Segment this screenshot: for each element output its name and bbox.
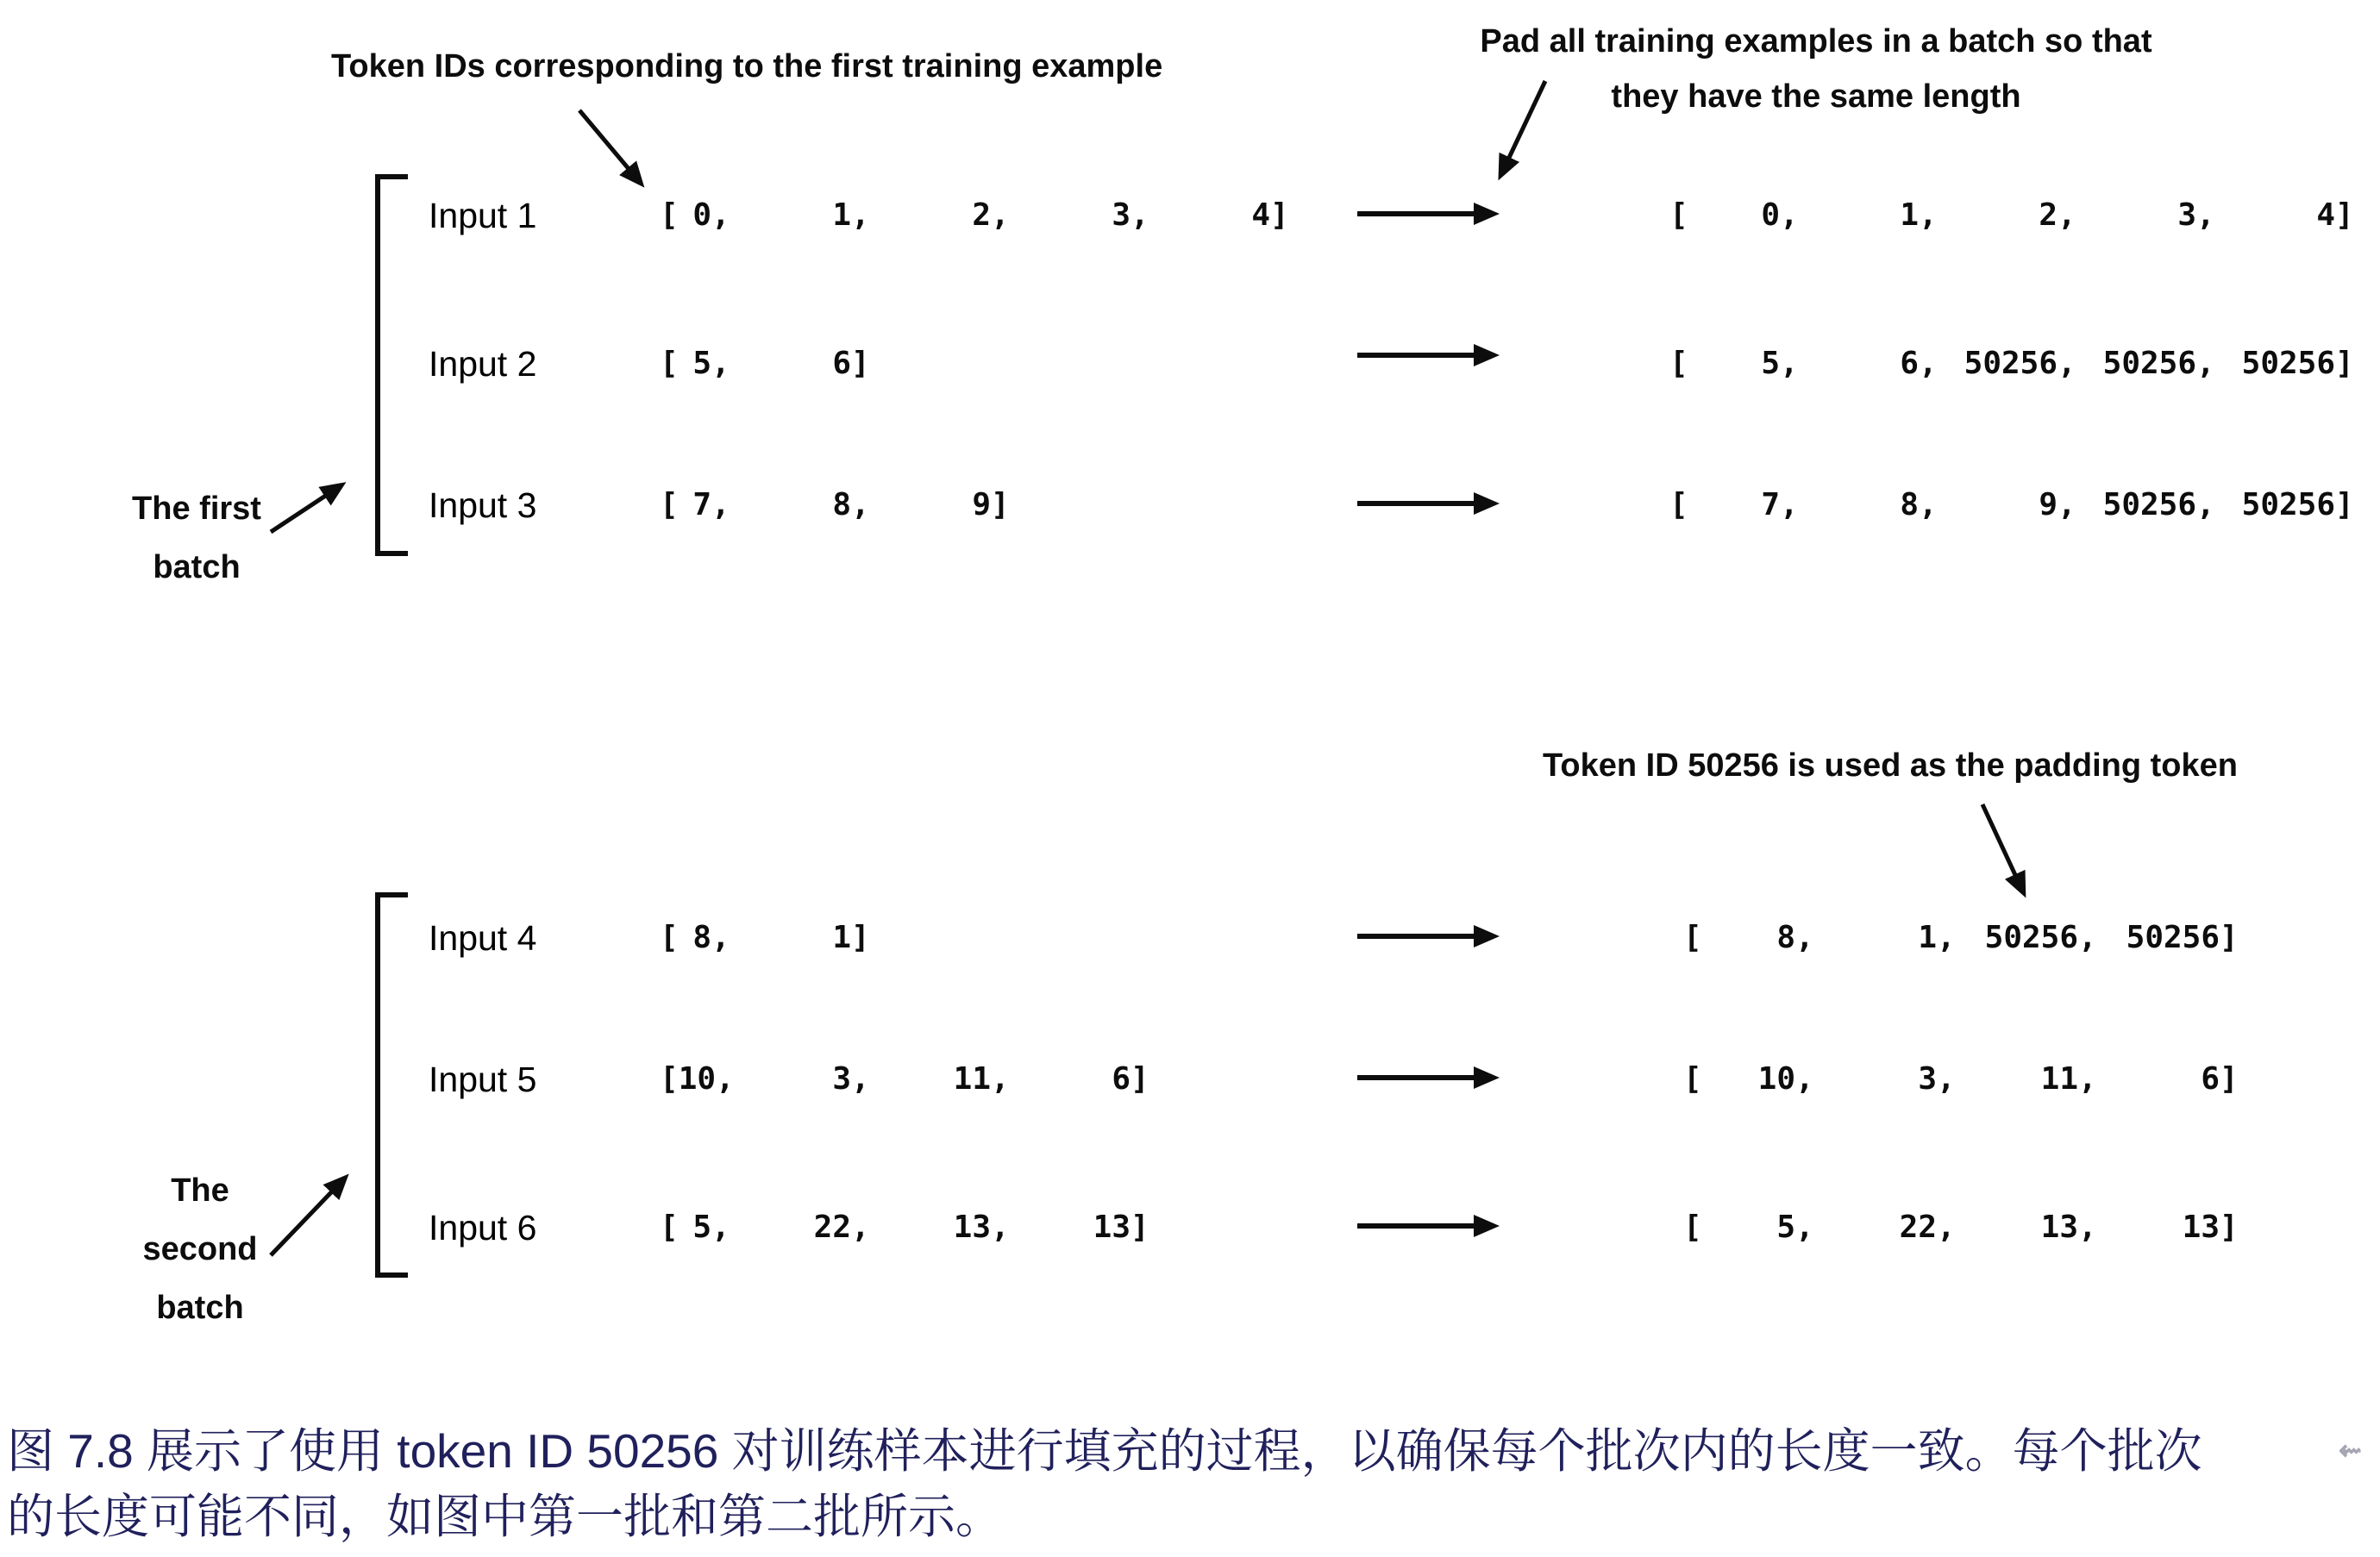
token-cell: 50256, <box>2102 346 2215 381</box>
batch-2-label-line-1: The <box>171 1172 229 1209</box>
annotation-pad-line-1: Pad all training examples in a batch so that <box>1480 23 2152 59</box>
token-cell: 6, <box>1900 346 1938 381</box>
open-bracket: [ <box>1683 1061 1702 1097</box>
token-cell: 4] <box>2316 197 2354 233</box>
open-bracket: [ <box>660 920 679 955</box>
token-array-unpadded <box>660 484 1010 527</box>
token-cell: 0, <box>692 197 730 233</box>
token-cell: 8, <box>832 487 870 522</box>
token-cell: 8, <box>692 920 730 955</box>
token-cell: 6] <box>1112 1061 1149 1097</box>
token-cell: 50256] <box>2241 346 2354 381</box>
token-array-padded <box>1683 916 2239 960</box>
batch-2-label-line-3: batch <box>156 1290 244 1326</box>
input-label: Input 4 <box>429 918 537 958</box>
open-bracket: [ <box>1669 346 1688 381</box>
token-row-input-4 <box>0 916 2380 960</box>
token-cell: 5, <box>692 346 730 381</box>
token-row-input-2 <box>0 342 2380 385</box>
token-array-unpadded <box>660 1206 1149 1249</box>
token-cell: 1, <box>1918 920 1956 955</box>
input-label: Input 1 <box>429 196 537 235</box>
token-cell: 2, <box>972 197 1010 233</box>
open-bracket: [ <box>660 1061 679 1097</box>
token-cell: 10, <box>678 1061 735 1097</box>
input-label: Input 3 <box>429 485 537 525</box>
token-cell: 5, <box>1776 1210 1814 1245</box>
token-array-padded <box>1683 1206 2239 1249</box>
open-bracket: [ <box>1669 197 1688 233</box>
open-bracket: [ <box>660 1210 679 1245</box>
token-cell: 50256] <box>2126 920 2239 955</box>
open-bracket: [ <box>660 346 679 381</box>
token-array-unpadded <box>660 342 870 385</box>
token-cell: 10, <box>1757 1061 1814 1097</box>
token-cell: 3, <box>2177 197 2215 233</box>
annotation-pad-line-2: they have the same length <box>1611 78 2021 115</box>
open-bracket: [ <box>660 487 679 522</box>
annotation-pad <box>1466 14 2166 124</box>
token-cell: 0, <box>1761 197 1799 233</box>
token-cell: 7, <box>692 487 730 522</box>
token-cell: 6] <box>2201 1061 2239 1097</box>
token-cell: 50256, <box>1964 346 2076 381</box>
open-bracket: [ <box>660 197 679 233</box>
token-cell: 1] <box>832 920 870 955</box>
input-label: Input 6 <box>429 1208 537 1247</box>
token-cell: 8, <box>1900 487 1938 522</box>
token-cell: 13] <box>1093 1210 1149 1245</box>
token-cell: 13] <box>2182 1210 2239 1245</box>
token-cell: 11, <box>2040 1061 2097 1097</box>
token-array-padded <box>1669 194 2354 237</box>
token-cell: 3, <box>1112 197 1149 233</box>
token-cell: 22, <box>1899 1210 1956 1245</box>
token-array-unpadded <box>660 1058 1149 1101</box>
token-cell: 5, <box>1761 346 1799 381</box>
batch-1-label-line-1: The first <box>132 491 261 527</box>
token-row-input-1 <box>0 194 2380 237</box>
input-label: Input 2 <box>429 344 537 384</box>
batch-2-label <box>109 1161 291 1337</box>
open-bracket: [ <box>1683 920 1702 955</box>
token-cell: 8, <box>1776 920 1814 955</box>
token-array-unpadded <box>660 916 870 960</box>
input-label: Input 5 <box>429 1060 537 1099</box>
caption-line-1: 图 7.8 展示了使用 token ID 50256 对训练样本进行填充的过程，以确保每个批次内的长度一致。每个批次 <box>7 1424 2202 1478</box>
token-row-input-6 <box>0 1206 2380 1249</box>
annotation-padding-token: Token ID 50256 is used as the padding token <box>1543 747 2238 784</box>
annotation-token-ids: Token IDs corresponding to the first training example <box>331 48 1163 84</box>
token-cell: 22, <box>813 1210 870 1245</box>
token-cell: 2, <box>2039 197 2076 233</box>
caption-line-2: 的长度可能不同，如图中第一批和第二批所示。 <box>7 1490 1004 1543</box>
batch-1-label-line-2: batch <box>153 549 241 585</box>
callout-arrow-token-ids <box>579 110 629 170</box>
token-cell: 3, <box>832 1061 870 1097</box>
open-bracket: [ <box>1669 487 1688 522</box>
token-cell: 1, <box>832 197 870 233</box>
token-row-input-5 <box>0 1058 2380 1101</box>
token-row-input-3 <box>0 484 2380 527</box>
batch-2-label-line-2: second <box>142 1231 258 1267</box>
token-cell: 4] <box>1251 197 1289 233</box>
token-cell: 3, <box>1918 1061 1956 1097</box>
token-cell: 50256, <box>1984 920 2097 955</box>
token-cell: 13, <box>953 1210 1010 1245</box>
token-cell: 13, <box>2040 1210 2097 1245</box>
token-cell: 50256] <box>2241 487 2354 522</box>
token-cell: 7, <box>1761 487 1799 522</box>
token-cell: 9] <box>972 487 1010 522</box>
token-cell: 1, <box>1900 197 1938 233</box>
token-array-unpadded <box>660 194 1289 237</box>
figure-caption <box>7 1418 2374 1549</box>
token-cell: 5, <box>692 1210 730 1245</box>
token-array-padded <box>1683 1058 2239 1101</box>
faded-arrow-icon: ⇜ <box>2339 1435 2362 1466</box>
token-cell: 9, <box>2039 487 2076 522</box>
token-cell: 50256, <box>2102 487 2215 522</box>
callout-arrow-padding-token <box>1982 804 2016 877</box>
token-array-padded <box>1669 484 2354 527</box>
open-bracket: [ <box>1683 1210 1702 1245</box>
token-array-padded <box>1669 342 2354 385</box>
token-cell: 6] <box>832 346 870 381</box>
token-cell: 11, <box>953 1061 1010 1097</box>
